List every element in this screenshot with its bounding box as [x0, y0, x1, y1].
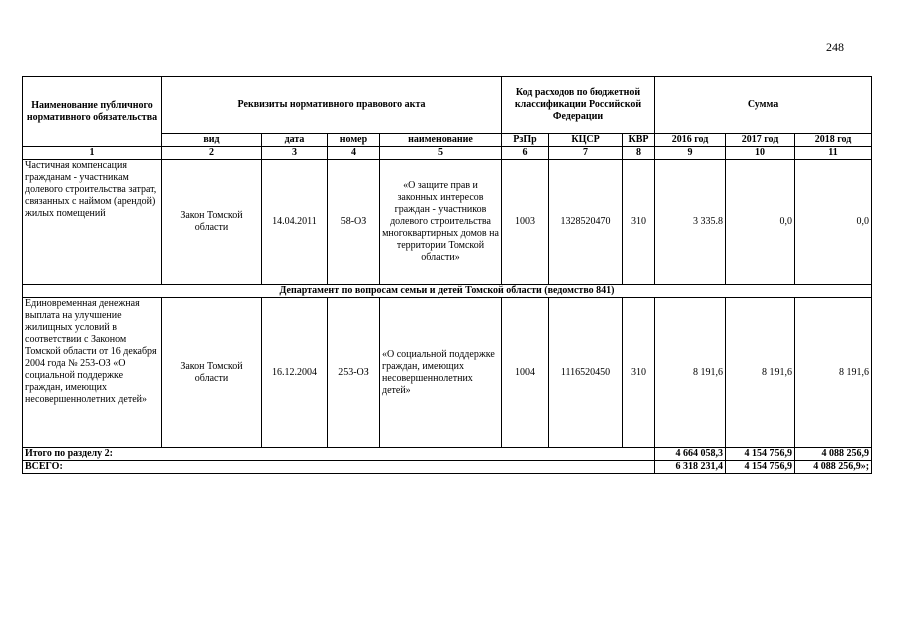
total-2017: 4 154 756,9	[726, 461, 795, 474]
kvr-code: 310	[623, 160, 655, 285]
header-code: Код расходов по бюджетной классификации Российской Федерации	[502, 77, 655, 134]
subheader-cell: 2017 год	[726, 134, 795, 147]
sum-2016: 3 335.8	[655, 160, 726, 285]
page-number: 248	[826, 40, 844, 54]
column-number: 4	[328, 147, 380, 160]
subtotal-2017: 4 154 756,9	[726, 448, 795, 461]
sum-2016: 8 191,6	[655, 298, 726, 448]
table-row	[23, 160, 872, 285]
column-number: 11	[795, 147, 872, 160]
total-2016: 6 318 231,4	[655, 461, 726, 474]
act-date: 16.12.2004	[262, 298, 328, 448]
subtotal-row	[23, 448, 872, 461]
subheader-cell: номер	[328, 134, 380, 147]
sum-2017: 8 191,6	[726, 298, 795, 448]
budget-table	[22, 76, 872, 474]
subtotal-2018: 4 088 256,9	[795, 448, 872, 461]
header-row	[23, 77, 872, 134]
subheader-cell: КЦСР	[549, 134, 623, 147]
total-label: ВСЕГО:	[23, 461, 655, 474]
kcsr-code: 1328520470	[549, 160, 623, 285]
total-row	[23, 461, 872, 474]
subheader-cell: наименование	[380, 134, 502, 147]
rzpr-code: 1003	[502, 160, 549, 285]
header-requisites: Реквизиты нормативного правового акта	[162, 77, 502, 134]
department-row	[23, 285, 872, 298]
act-number: 58-ОЗ	[328, 160, 380, 285]
department-heading: Департамент по вопросам семьи и детей Томской области (ведомство 841)	[23, 285, 872, 298]
subheader-cell: 2016 год	[655, 134, 726, 147]
column-number: 5	[380, 147, 502, 160]
rzpr-code: 1004	[502, 298, 549, 448]
act-number: 253-ОЗ	[328, 298, 380, 448]
column-number: 3	[262, 147, 328, 160]
subtotal-label: Итого по разделу 2:	[23, 448, 655, 461]
subheader-cell: РзПр	[502, 134, 549, 147]
subtotal-2016: 4 664 058,3	[655, 448, 726, 461]
sum-2018: 0,0	[795, 160, 872, 285]
act-title: «О защите прав и законных интересов граждан - участников долевого строительства многоквартирных домов на территории Томской области»	[380, 160, 502, 285]
header-name: Наименование публичного нормативного обязательства	[23, 77, 162, 147]
subheader-cell: КВР	[623, 134, 655, 147]
table-row	[23, 298, 872, 448]
column-number: 1	[23, 147, 162, 160]
act-type: Закон Томской области	[162, 298, 262, 448]
column-number: 2	[162, 147, 262, 160]
act-title: «О социальной поддержке граждан, имеющих несовершеннолетних детей»	[380, 298, 502, 448]
column-number: 9	[655, 147, 726, 160]
kcsr-code: 1116520450	[549, 298, 623, 448]
obligation-name: Единовременная денежная выплата на улучшение жилищных условий в соответствии с Законом Томской области от 16 декабря 2004 года № 253-ОЗ «О социальной поддержке граждан, имеющих несовершеннолетних детей»	[23, 298, 162, 448]
column-number: 7	[549, 147, 623, 160]
sum-2018: 8 191,6	[795, 298, 872, 448]
subheader-cell: дата	[262, 134, 328, 147]
column-number: 6	[502, 147, 549, 160]
column-numbers-row	[23, 147, 872, 160]
column-number: 10	[726, 147, 795, 160]
subheader-cell: вид	[162, 134, 262, 147]
obligation-name: Частичная компенсация гражданам - участникам долевого строительства затрат, связанных с наймом (арендой) жилых помещений	[23, 160, 162, 285]
act-date: 14.04.2011	[262, 160, 328, 285]
total-2018: 4 088 256,9»;	[795, 461, 872, 474]
kvr-code: 310	[623, 298, 655, 448]
header-sum: Сумма	[655, 77, 872, 134]
act-type: Закон Томской области	[162, 160, 262, 285]
subheader-cell: 2018 год	[795, 134, 872, 147]
column-number: 8	[623, 147, 655, 160]
sum-2017: 0,0	[726, 160, 795, 285]
